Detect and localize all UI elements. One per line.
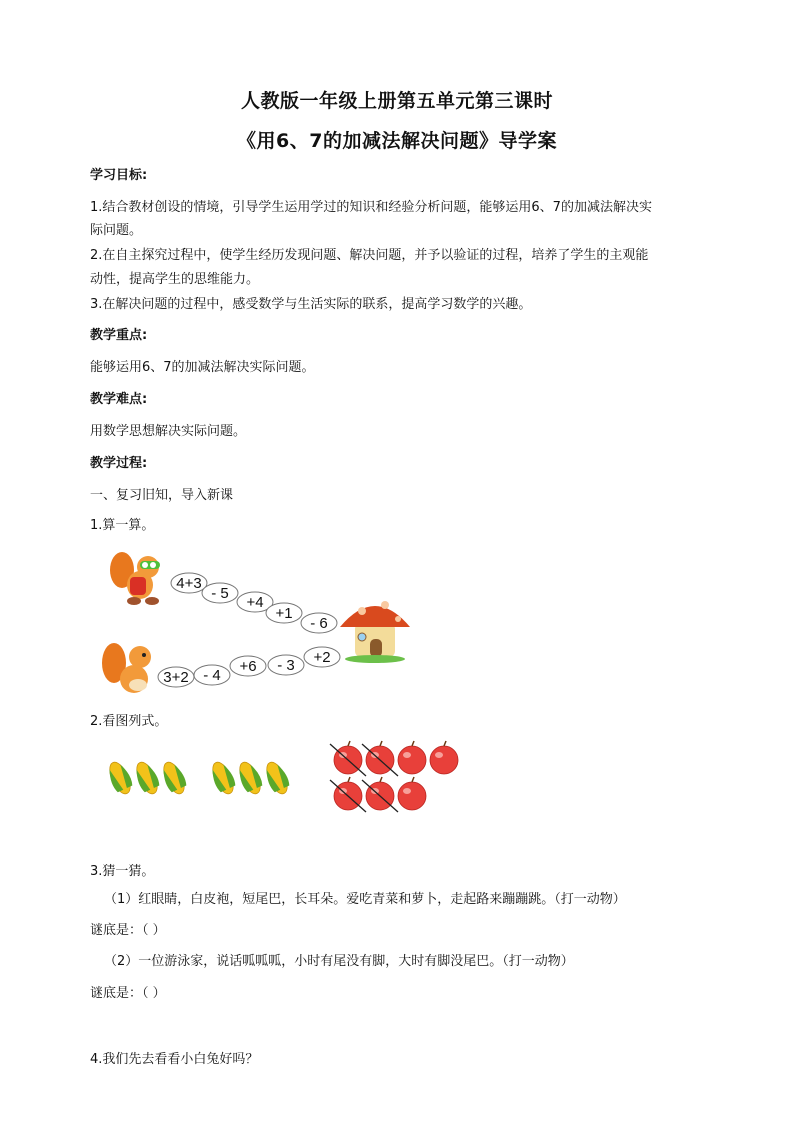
objective-2-line2: 动性，提高学生的思维能力。 xyxy=(90,272,260,287)
process-heading: 教学过程: xyxy=(90,456,148,471)
page-title: 人教版一年级上册第五单元第三课时 xyxy=(240,90,553,112)
corn-icon xyxy=(234,759,266,798)
objective-1-line1: 1.结合教材创设的情境，引导学生运用学过的知识和经验分析问题，能够运用6、7的加减法解决实 xyxy=(90,200,652,215)
step-label: - 5 xyxy=(211,585,229,602)
question-3: 3.猜一猜。 xyxy=(90,864,155,879)
key-points-text: 能够运用6、7的加减法解决实际问题。 xyxy=(90,360,315,375)
key-points-heading: 教学重点: xyxy=(90,328,148,343)
apple-icon xyxy=(362,777,398,812)
step-label: 3+2 xyxy=(163,669,189,686)
difficulties-text: 用数学思想解决实际问题。 xyxy=(90,424,247,439)
corn-groups xyxy=(104,759,293,798)
question-4: 4.我们先去看看小白兔好吗？ xyxy=(90,1052,259,1067)
apple-icon xyxy=(398,777,426,810)
path-step xyxy=(266,603,302,623)
step-label: +6 xyxy=(239,658,257,675)
path-step xyxy=(268,655,304,675)
corn-icon xyxy=(104,759,136,798)
step-label: +4 xyxy=(246,594,264,611)
riddle-2: （2）一位游泳家，说话呱呱呱，小时有尾没有脚，大时有脚没尾巴。（打一动物） xyxy=(104,954,574,969)
apple-icon xyxy=(330,741,366,776)
corn-icon xyxy=(207,759,239,798)
objective-3: 3.在解决问题的过程中，感受数学与生活实际的联系，提高学习数学的兴趣。 xyxy=(90,297,532,312)
apple-icon xyxy=(330,777,366,812)
corn-icon xyxy=(131,759,163,798)
apple-icon xyxy=(362,741,398,776)
riddle-1: （1）红眼睛，白皮袍，短尾巴，长耳朵。爱吃青菜和萝卜，走起路来蹦蹦跳。（打一动物） xyxy=(104,892,626,907)
path-step xyxy=(301,613,337,633)
mushroom-house-icon xyxy=(340,601,410,663)
path-step xyxy=(158,667,194,687)
path-step xyxy=(304,647,340,667)
riddle-1-answer: 谜底是：（ ） xyxy=(90,923,166,938)
path-step xyxy=(230,656,266,676)
path-top-ovals xyxy=(171,573,337,633)
path-step xyxy=(171,573,207,593)
page-subtitle: 《用6、7的加减法解决问题》导学案 xyxy=(237,130,557,152)
step-label: - 4 xyxy=(203,667,221,684)
objectives-heading: 学习目标: xyxy=(90,168,148,183)
apple-groups xyxy=(330,741,458,812)
path-bottom-ovals xyxy=(158,647,340,687)
corn-icon xyxy=(158,759,190,798)
objective-2-line1: 2.在自主探究过程中，使学生经历发现问题、解决问题，并予以验证的过程，培养了学生的主观能 xyxy=(90,248,649,263)
step-label: - 6 xyxy=(310,615,328,632)
path-step xyxy=(202,583,238,603)
question-2: 2.看图列式。 xyxy=(90,714,168,729)
step-label: +2 xyxy=(313,649,331,666)
objective-1-line2: 际问题。 xyxy=(90,223,143,238)
calculation-path-figure xyxy=(100,545,430,705)
squirrel-icon xyxy=(102,643,151,693)
apple-icon xyxy=(398,741,426,774)
step-label: 4+3 xyxy=(176,575,202,592)
question-1: 1.算一算。 xyxy=(90,518,155,533)
squirrel-with-goggles-icon xyxy=(110,552,160,605)
step-label: - 3 xyxy=(277,657,295,674)
corn-icon xyxy=(261,759,293,798)
difficulties-heading: 教学难点: xyxy=(90,392,148,407)
riddle-2-answer: 谜底是：（ ） xyxy=(90,986,166,1001)
counting-picture-figure xyxy=(100,738,470,818)
apple-icon xyxy=(430,741,458,774)
section-1-heading: 一、复习旧知，导入新课 xyxy=(90,488,234,503)
step-label: +1 xyxy=(275,605,293,622)
path-step xyxy=(194,665,230,685)
